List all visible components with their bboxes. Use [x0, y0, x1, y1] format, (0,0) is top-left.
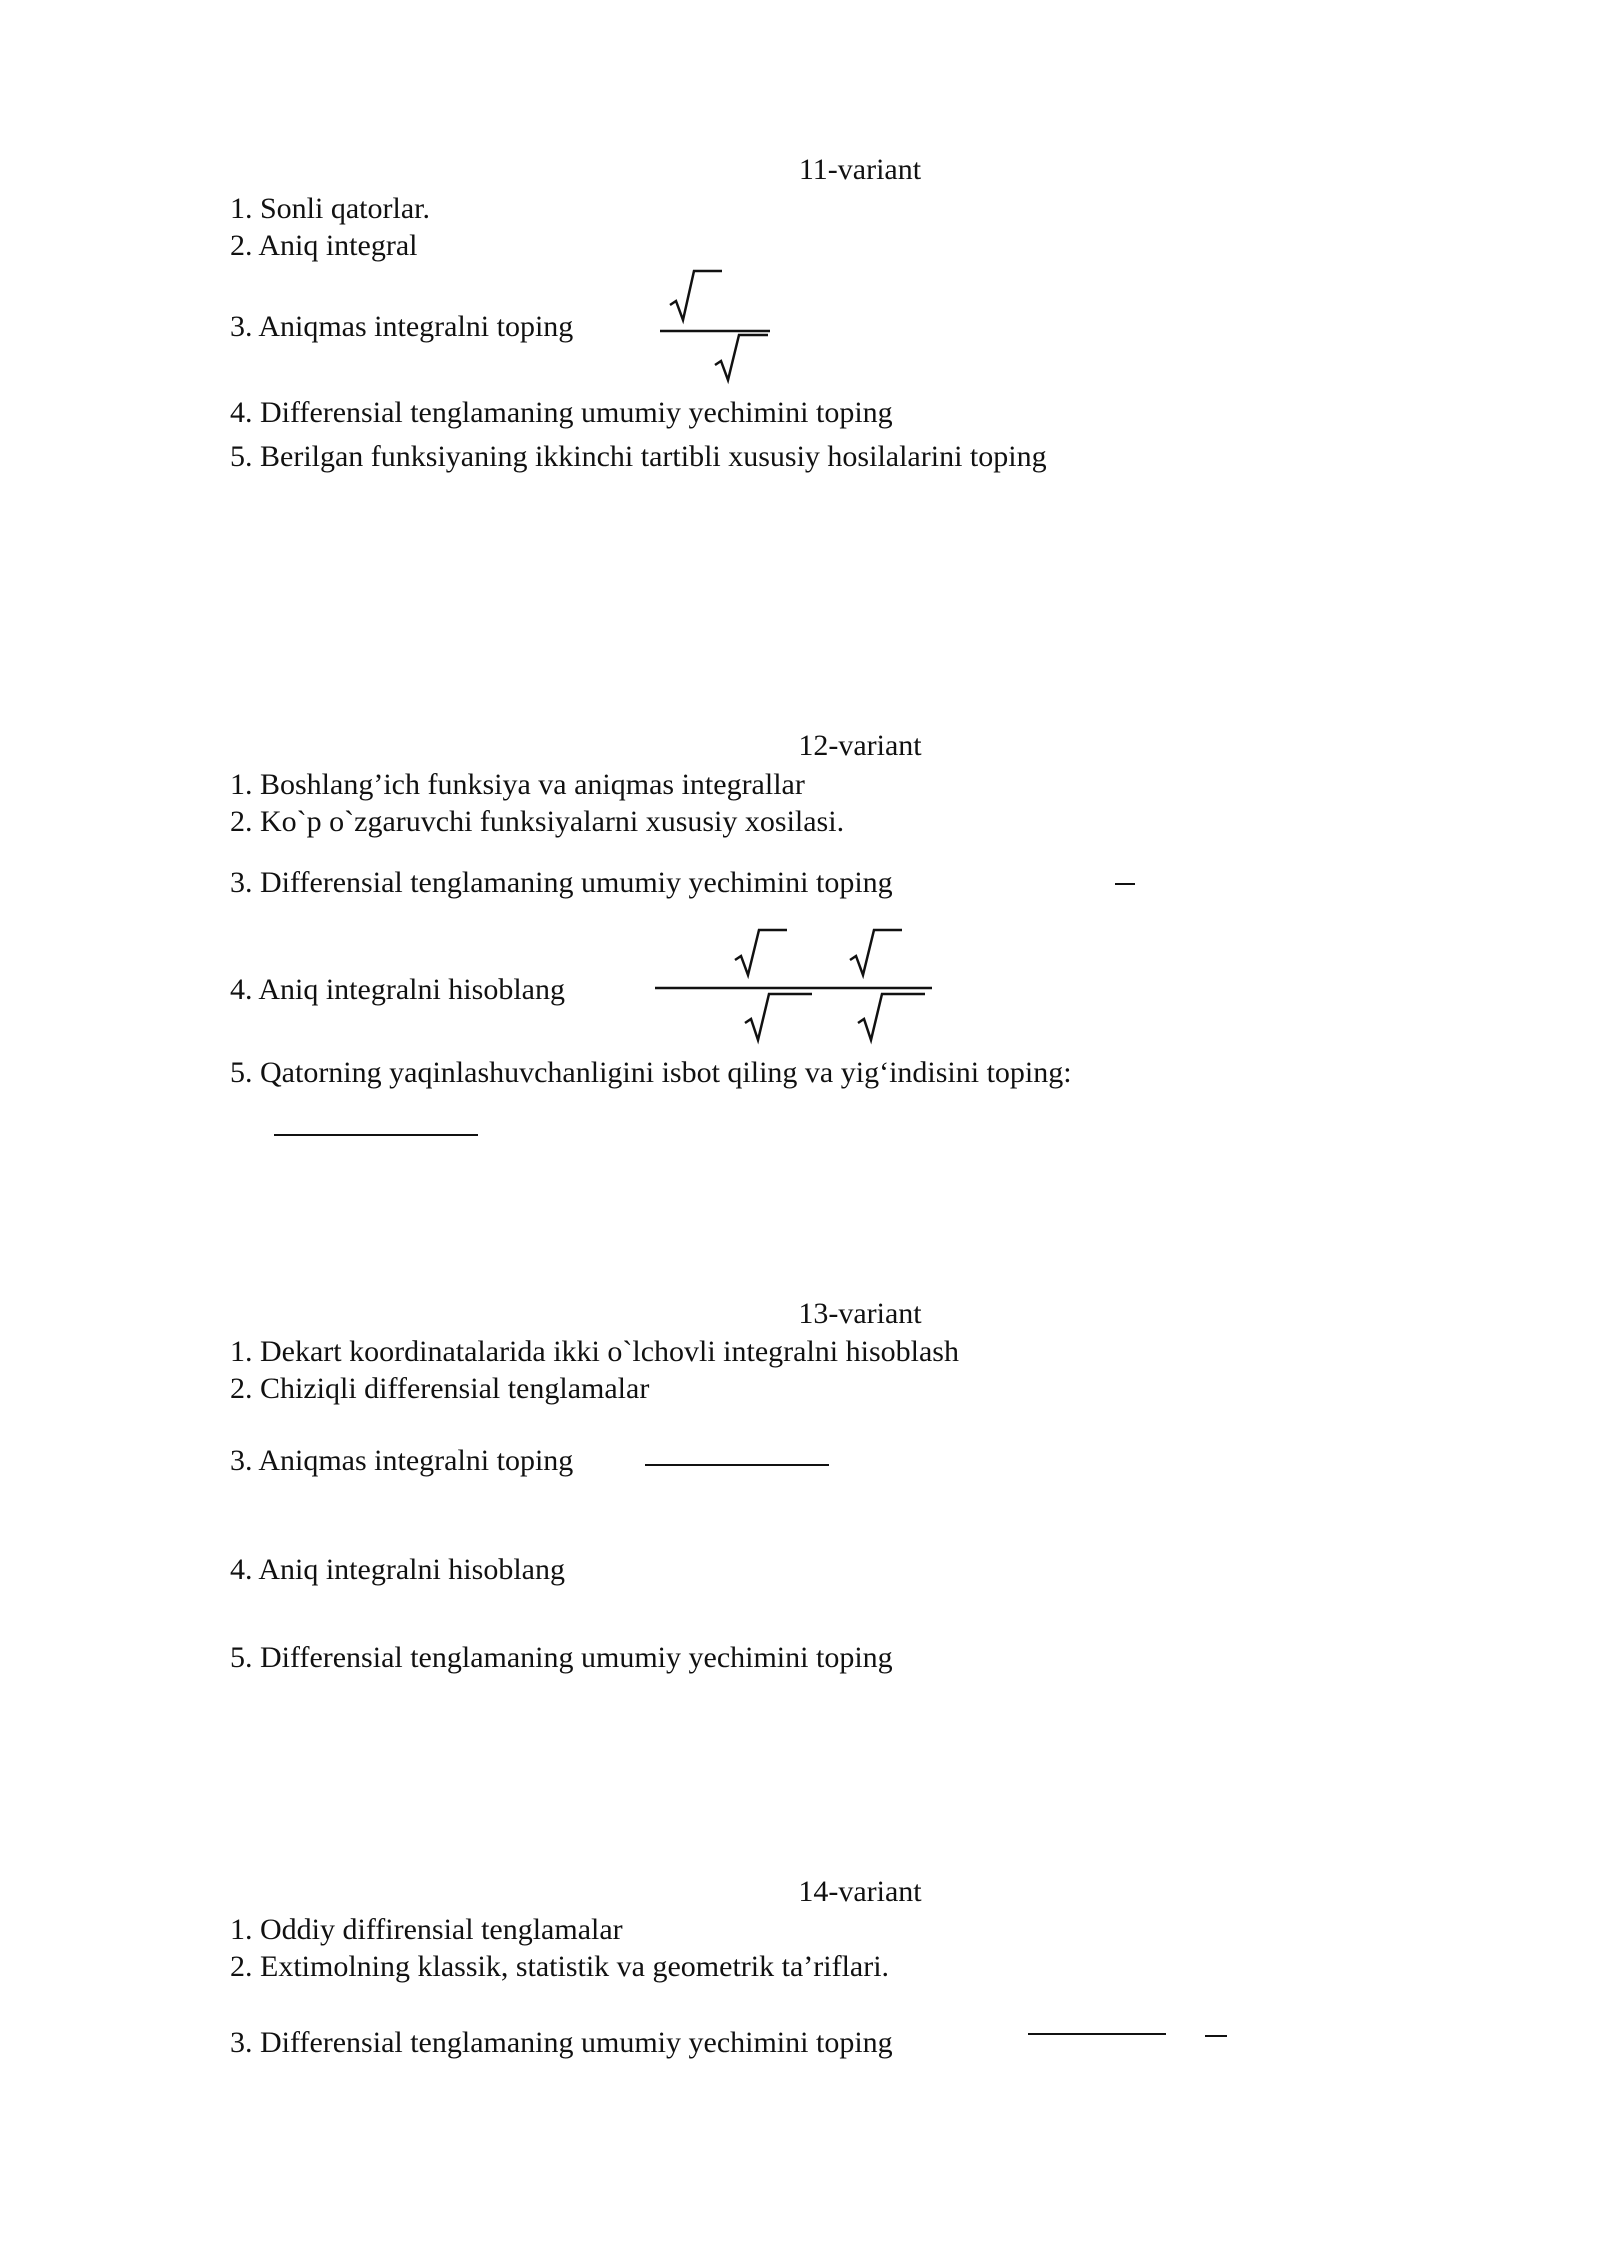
task-item: 5. Berilgan funksiyaning ikkinchi tartibli xususiy hosilalarini toping — [230, 440, 1047, 473]
task-item: 4. Aniq integralni hisoblang — [230, 973, 565, 1006]
task-item: 1. Boshlang’ich funksiya va aniqmas integrallar — [230, 768, 805, 801]
formula-dash — [1115, 883, 1135, 885]
task-item: 3. Differensial tenglamaning umumiy yechimini toping — [230, 866, 893, 899]
task-item: 3. Aniqmas integralni toping — [230, 1444, 574, 1477]
task-item: 1. Oddiy diffirensial tenglamalar — [230, 1913, 623, 1946]
task-item: 1. Dekart koordinatalarida ikki o`lchovli integralni hisoblash — [230, 1335, 959, 1368]
task-item: 4. Aniq integralni hisoblang — [230, 1553, 565, 1586]
task-item: 3. Aniqmas integralni toping — [230, 310, 574, 343]
task-item: 4. Differensial tenglamaning umumiy yechimini toping — [230, 396, 893, 429]
task-item: 5. Differensial tenglamaning umumiy yechimini toping — [230, 1641, 893, 1674]
formula-line — [274, 1134, 478, 1136]
task-item: 2. Chiziqli differensial tenglamalar — [230, 1372, 650, 1405]
variant-title: 11-variant — [798, 153, 922, 186]
formula-line — [1028, 2033, 1166, 2035]
task-item: 3. Differensial tenglamaning umumiy yechimini toping — [230, 2026, 893, 2059]
task-item: 2. Ko`p o`zgaruvchi funksiyalarni xususiy xosilasi. — [230, 805, 845, 838]
formula-line — [645, 1464, 829, 1466]
task-item: 2. Extimolning klassik, statistik va geometrik ta’riflari. — [230, 1950, 890, 1983]
fraction-formula — [650, 920, 940, 1055]
formula-dash — [1205, 2035, 1227, 2037]
task-item: 2. Aniq integral — [230, 229, 418, 262]
variant-title: 14-variant — [798, 1875, 922, 1908]
fraction-formula — [650, 265, 780, 385]
task-item: 5. Qatorning yaqinlashuvchanligini isbot qiling va yig‘indisini toping: — [230, 1056, 1072, 1089]
variant-title: 12-variant — [798, 729, 922, 762]
variant-title: 13-variant — [798, 1297, 922, 1330]
task-item: 1. Sonli qatorlar. — [230, 192, 430, 225]
